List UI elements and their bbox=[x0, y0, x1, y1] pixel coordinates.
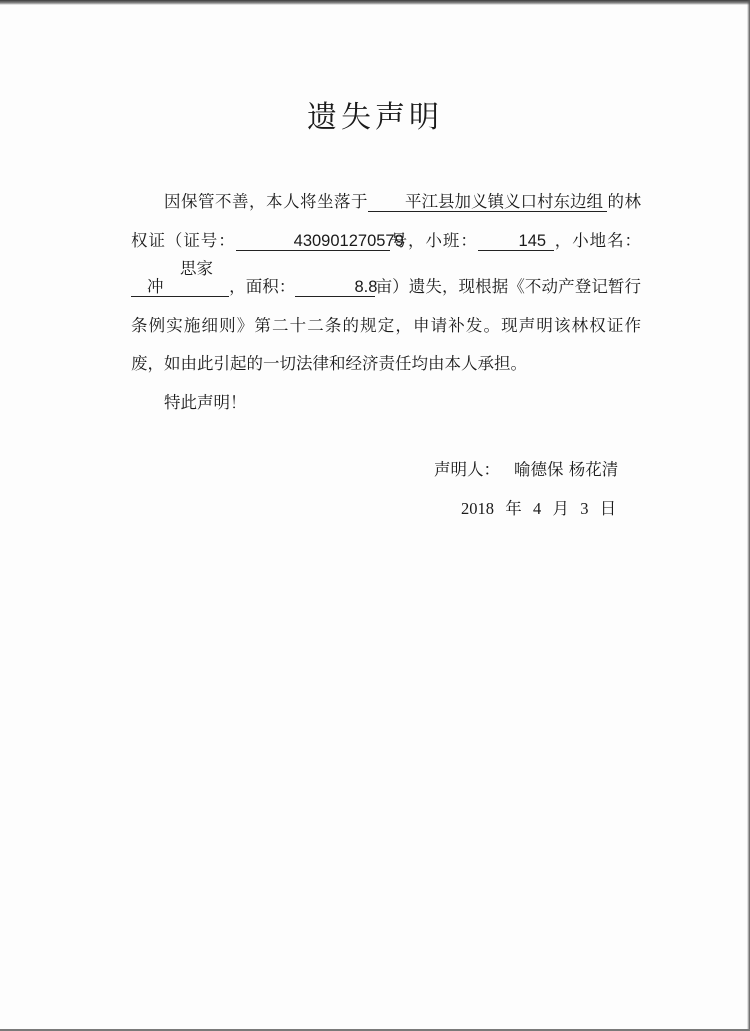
paragraph-text-5: ，面积： bbox=[229, 277, 296, 296]
closing-line: 特此声明！ bbox=[164, 392, 247, 412]
signature-line bbox=[434, 456, 618, 480]
main-paragraph bbox=[131, 183, 641, 384]
date-month: 4 bbox=[533, 499, 542, 518]
date-day: 3 bbox=[580, 499, 589, 518]
subcompartment-number-field: 145 bbox=[478, 232, 554, 251]
declaration-date bbox=[461, 495, 616, 519]
date-day-unit: 日 bbox=[599, 499, 617, 518]
location-field: 平江县加义镇义口村东边组 bbox=[368, 193, 607, 212]
area-field: 8.8 bbox=[295, 278, 375, 297]
paragraph-text-6: 亩）遗失，现根据《不动产登记暂行条例实施细则》第二十二条的规定，申请补发。现声明该林权证作废，如由此引起的一切法律和经济责任均由本人承担。 bbox=[131, 277, 642, 373]
date-month-unit: 月 bbox=[552, 499, 569, 518]
signer-names: 喻德保 杨花清 bbox=[514, 460, 619, 479]
paragraph-text-1: 因保管不善，本人将坐落于 bbox=[164, 192, 368, 211]
document-title: 遗失声明 bbox=[307, 100, 443, 135]
document-body bbox=[131, 183, 641, 422]
paragraph-text-3: 号，小班： bbox=[389, 230, 478, 250]
paragraph-text-2: 的林权证（证号： bbox=[131, 192, 641, 250]
paragraph-text-4: ，小地名： bbox=[553, 230, 642, 250]
certificate-number-field: 430901270579 bbox=[236, 232, 390, 251]
place-name-field: 思家冲 bbox=[131, 260, 229, 297]
date-year-unit: 年 bbox=[505, 499, 522, 518]
scan-border-top bbox=[0, 0, 750, 5]
signer-label: 声明人： bbox=[434, 460, 500, 479]
date-year: 2018 bbox=[461, 499, 494, 518]
